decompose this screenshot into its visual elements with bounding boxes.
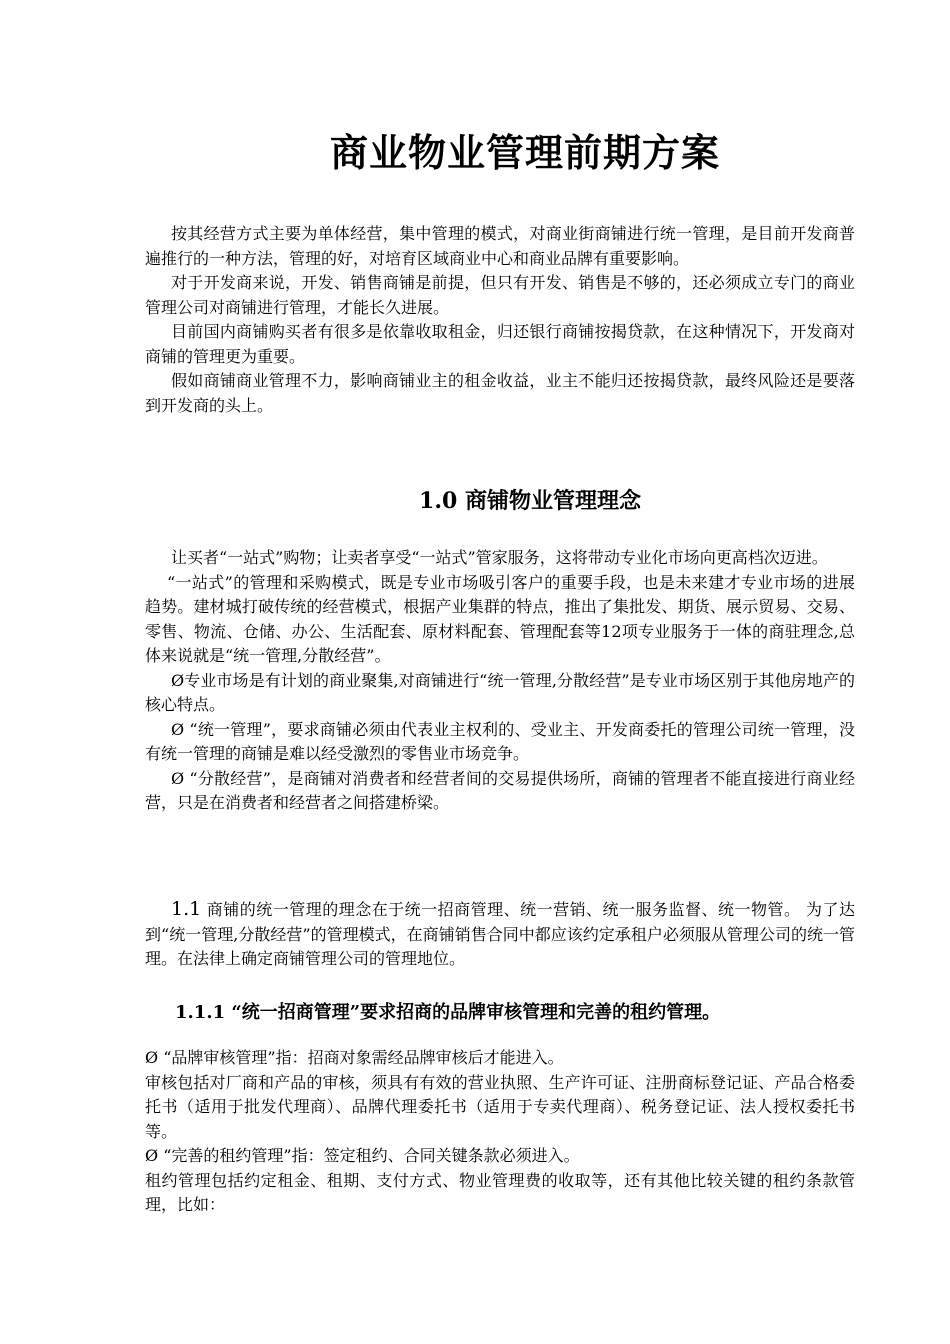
section-1-1-1-body	[145, 1046, 855, 1218]
section-1-1-number: 1.1	[171, 898, 202, 920]
section-1-0-paragraph-2: “一站式”的管理和采购模式，既是专业市场吸引客户的重要手段，也是未来建才专业市场的进展趋势。建材城打破传统的经营模式，根据产业集群的特点，推出了集批发、期货、展示贸易、交易、零售、物流、仓储、办公、生活配套、原材料配套、管理配套等12项专业服务于一体的商驻理念,总体来说就是“统一管理,分散经营”。	[145, 572, 855, 665]
section-1-1-1-paragraph-3: Ø “完善的租约管理”指：签定租约、合同关键条款必须进入。	[145, 1146, 580, 1165]
intro-paragraph-3: 目前国内商铺购买者有很多是依靠收取租金，归还银行商铺按揭贷款，在这种情况下，开发商对商铺的管理更为重要。	[145, 322, 855, 366]
section-1-1	[145, 897, 855, 972]
section-1-1-1-paragraph-4: 租约管理包括约定租金、租期、支付方式、物业管理费的收取等，还有其他比较关键的租约条款管理，比如：	[145, 1170, 855, 1214]
section-1-0-body	[145, 546, 855, 816]
section-1-0-paragraph-4: Ø “统一管理”，要求商铺必须由代表业主权利的、受业主、开发商委托的管理公司统一管理，没有统一管理的商铺是难以经受激烈的零售业市场竞争。	[145, 719, 855, 763]
section-1-1-text: 商铺的统一管理的理念在于统一招商管理、统一营销、统一服务监督、统一物管。 为了达到“统一管理,分散经营”的管理模式，在商铺销售合同中都应该约定承租户必须服从管理公司的统一管理。在法律上确定商铺管理公司的管理地位。	[145, 900, 855, 968]
section-1-0-heading: 1.0 商铺物业管理理念	[419, 488, 641, 514]
section-1-0-paragraph-5: Ø “分散经营”，是商铺对消费者和经营者间的交易提供场所，商铺的管理者不能直接进行商业经营，只是在消费者和经营者之间搭建桥梁。	[145, 768, 855, 812]
document-title: 商业物业管理前期方案	[329, 130, 720, 175]
intro-section	[145, 222, 855, 418]
intro-paragraph-2: 对于开发商来说，开发、销售商铺是前提，但只有开发、销售是不够的，还必须成立专门的商业管理公司对商铺进行管理，才能长久进展。	[145, 273, 855, 317]
intro-paragraph-1: 按其经营方式主要为单体经营，集中管理的模式，对商业街商铺进行统一管理，是目前开发商普遍推行的一种方法，管理的好，对培育区域商业中心和商业品牌有重要影响。	[145, 224, 855, 268]
section-1-0-paragraph-3: Ø专业市场是有计划的商业聚集,对商铺进行“统一管理,分散经营”是专业市场区别于其他房地产的核心特点。	[145, 670, 855, 714]
section-1-1-1-paragraph-1: Ø “品牌审核管理”指：招商对象需经品牌审核后才能进入。	[145, 1048, 564, 1067]
section-1-1-1-heading: 1.1.1 “统一招商管理”要求招商的品牌审核管理和完善的租约管理。	[175, 1002, 721, 1023]
intro-paragraph-4: 假如商铺商业管理不力，影响商铺业主的租金收益，业主不能归还按揭贷款，最终风险还是要落到开发商的头上。	[145, 371, 855, 415]
section-1-0-paragraph-1: 让买者“一站式”购物；让卖者享受“一站式”管家服务，这将带动专业化市场向更高档次迈进。	[171, 548, 828, 567]
section-1-1-1-paragraph-2: 审核包括对厂商和产品的审核，须具有有效的营业执照、生产许可证、注册商标登记证、产品合格委托书（适用于批发代理商）、品牌代理委托书（适用于专卖代理商）、税务登记证、法人授权委托书等。	[145, 1072, 855, 1141]
